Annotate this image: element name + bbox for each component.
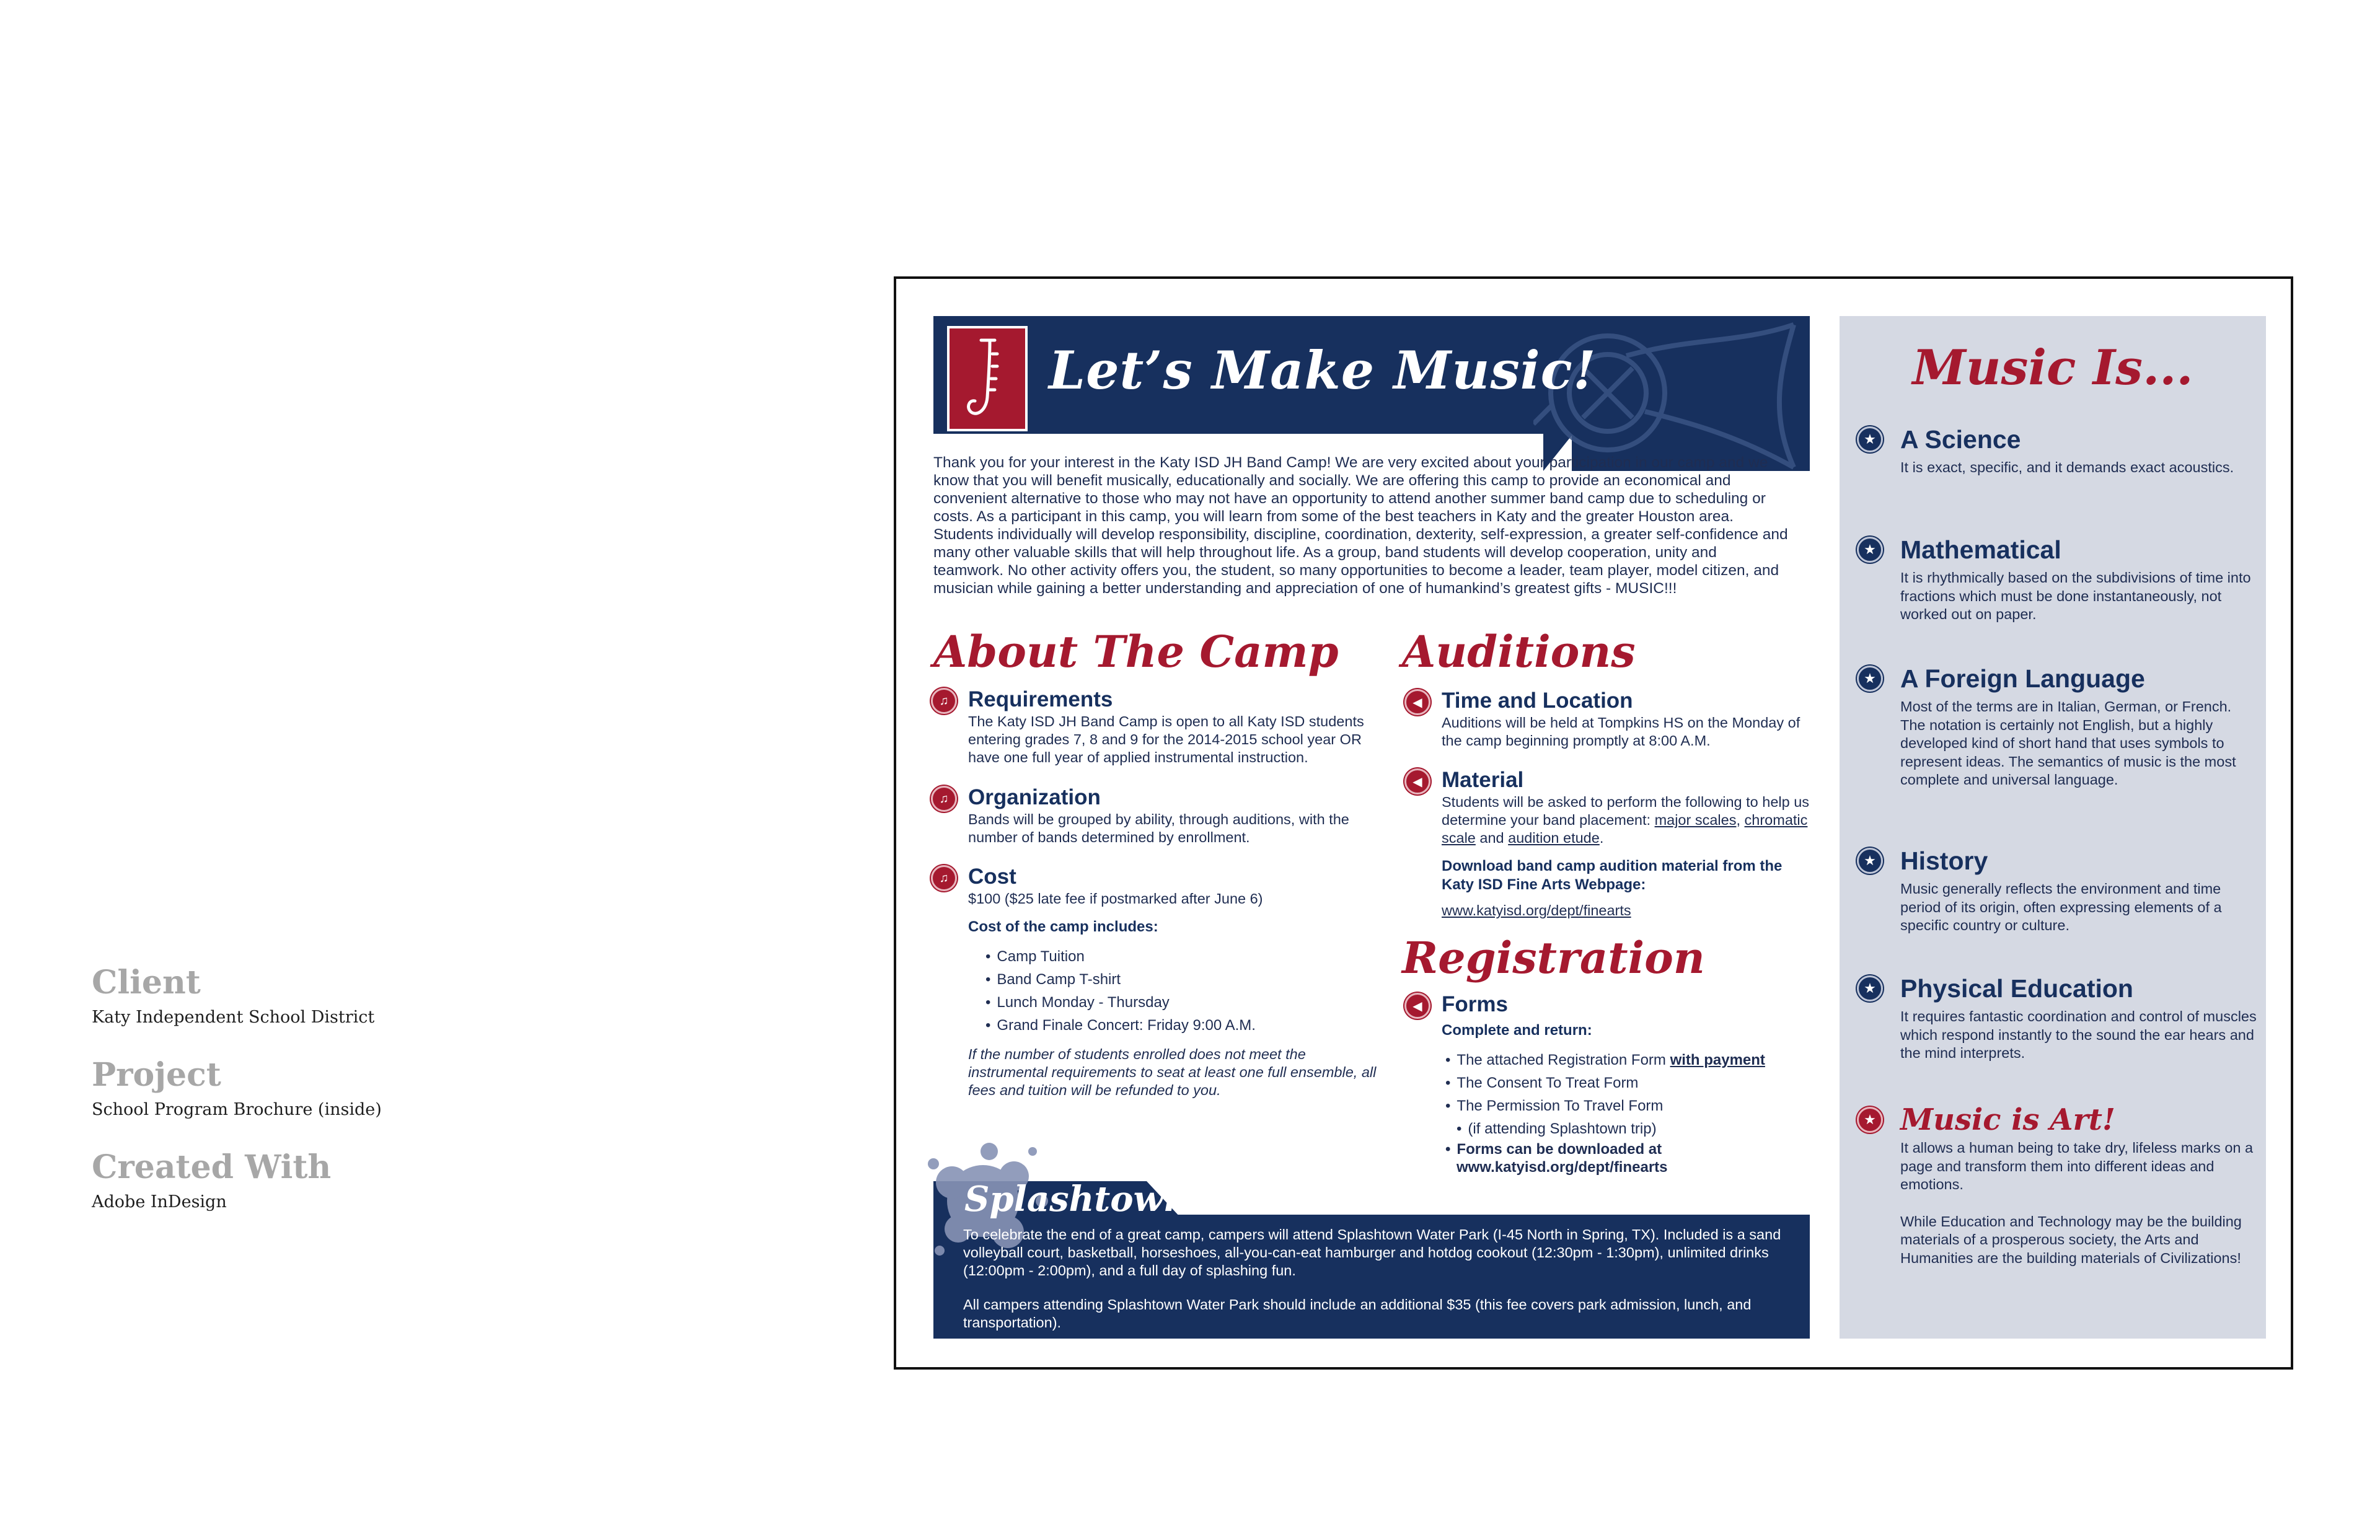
complete-return-label: Complete and return:: [1442, 1022, 1592, 1039]
sidebar-item-heading: History: [1900, 847, 1988, 875]
chromatic-scale-link[interactable]: chromatic scale: [1442, 812, 1808, 846]
star-icon: ★: [1857, 975, 1883, 1001]
sidebar-item-body: [1900, 1139, 2260, 1267]
list-item: • The Consent To Treat Form: [1445, 1071, 1814, 1094]
list-item-text: (if attending Splashtown trip): [1468, 1120, 1657, 1137]
sidebar-item-foreign-language: [1857, 663, 2254, 790]
organization-body: Bands will be grouped by ability, through auditions, with the number of bands determined by enrollment.: [968, 811, 1349, 845]
sidebar-paragraph: While Education and Technology may be the building materials of a prosperous society, the Arts and Humanities are the building materials of Civilizations!: [1900, 1213, 2242, 1266]
star-icon: ★: [1857, 666, 1883, 692]
material-text: Students will be asked to perform the following to help us determine your band placement:: [1442, 794, 1810, 828]
music-note-icon: ♫: [931, 865, 957, 891]
list-item-subnote: [1445, 1117, 1814, 1140]
organization-heading: Organization: [968, 785, 1101, 809]
project-label: Project: [92, 1056, 221, 1094]
auditions-heading: Auditions: [1402, 626, 1636, 677]
star-icon: ★: [1857, 848, 1883, 874]
audition-etude-link[interactable]: audition etude: [1508, 830, 1600, 846]
list-item-text: The attached Registration Form: [1457, 1052, 1670, 1068]
sidebar-item-body: Music generally reflects the environment and time period of its origin, often expressing elements of a specific country or culture.: [1900, 881, 2222, 933]
fine-arts-url-link[interactable]: www.katyisd.org/dept/finearts: [1442, 902, 1631, 918]
requirements-heading: Requirements: [968, 687, 1113, 711]
sidebar-item-heading: Music is Art!: [1900, 1102, 2115, 1137]
star-icon: ★: [1857, 426, 1883, 452]
forms-list: [1445, 1049, 1814, 1176]
created-with-value: Adobe InDesign: [92, 1192, 227, 1212]
major-scales-link[interactable]: major scales: [1654, 812, 1737, 828]
sidebar-item-heading: A Foreign Language: [1900, 664, 2145, 693]
speaker-icon: ◀: [1404, 768, 1430, 794]
sidebar-item-body: It is exact, specific, and it demands exact acoustics.: [1900, 459, 2234, 475]
brochure-page: [894, 276, 2293, 1370]
with-payment-text: with payment: [1670, 1052, 1765, 1068]
sidebar-paragraph: It allows a human being to take dry, lifeless marks on a page and transform them into different ideas and emotions.: [1900, 1140, 2254, 1192]
project-block: [92, 1056, 650, 1119]
portfolio-caption: [92, 964, 650, 1212]
separator: and: [1475, 830, 1509, 846]
intro-paragraph: Thank you for your interest in the Katy ISD JH Band Camp! We are very excited about your participation in our camp and we know that you will benefit musically, educationally and socially. We are offering this camp to provide an economical and convenient alternative to those who may not have an opportunity to attend another summer band camp due to scheduling or costs. As a participant in this camp, you will learn from some of the best teachers in Katy and the greater Houston area. Students individually will develop responsibility, discipline, coordination, dexterity, self-expression, a greater self-confidence and many other valuable skills that will help throughout life. As a group, band students will develop cooperation, unity and teamwork. No other activity offers you, the student, so many opportunities to become a leader, team player, model citizen, and musician while gaining a better understanding and appreciation of one of humankind’s greatest gifts - MUSIC!!!: [933, 454, 1788, 597]
download-note: Download band camp audition material from the Katy ISD Fine Arts Webpage:: [1442, 858, 1783, 893]
created-with-label: Created With: [92, 1148, 332, 1186]
list-item-text: Forms can be downloaded at: [1457, 1141, 1662, 1158]
forms-heading: Forms: [1442, 992, 1508, 1016]
splashtown-paragraph: All campers attending Splashtown Water Park should include an additional $35 (this fee covers park admission, lunch, and transportation).: [963, 1296, 1752, 1331]
material-heading: Material: [1442, 768, 1524, 792]
sidebar-title: Music Is...: [1912, 340, 2193, 396]
forms-url-link[interactable]: www.katyisd.org/dept/finearts: [1457, 1159, 1668, 1176]
client-label: Client: [92, 964, 201, 1001]
music-note-icon: ♫: [931, 688, 957, 714]
list-item: [1445, 1140, 1814, 1176]
saxophone-logo: [947, 326, 1028, 431]
requirements-item: [931, 687, 1377, 767]
created-with-block: [92, 1148, 650, 1212]
sidebar-item-history: [1857, 845, 2254, 935]
sidebar-item-body: It is rhythmically based on the subdivisions of time into fractions which must be done instantaneously, not worked out on paper.: [1900, 570, 2251, 622]
cost-body: $100 ($25 late fee if postmarked after June 6): [968, 891, 1263, 907]
sidebar-item-science: [1857, 424, 2254, 477]
cost-includes-list: [985, 945, 1377, 1037]
saxophone-icon: [963, 335, 1012, 422]
sidebar-item-body: Most of the terms are in Italian, German, or French. The notation is certainly not English, but a highly developed kind of short hand that uses symbols to represent ideas. The semantics of music is the most complete and universal language.: [1900, 698, 2236, 788]
sidebar-item-heading: Mathematical: [1900, 535, 2061, 564]
list-item: • Grand Finale Concert: Friday 9:00 A.M.: [985, 1014, 1377, 1037]
star-icon: ★: [1857, 537, 1883, 563]
list-item: • Lunch Monday - Thursday: [985, 991, 1377, 1014]
list-item: • Band Camp T-shirt: [985, 968, 1377, 991]
list-item: • The Permission To Travel Form: [1445, 1094, 1814, 1117]
header-title: Let’s Make Music!: [1049, 340, 1597, 401]
client-value: Katy Independent School District: [92, 1008, 375, 1027]
material-item: [1404, 767, 1814, 920]
music-note-icon: ♫: [931, 786, 957, 812]
sidebar-item-body: It requires fantastic coordination and control of muscles which respond instantly to the sound the ear hears and the mind interprets.: [1900, 1008, 2257, 1061]
refund-note: If the number of students enrolled does not meet the instrumental requirements to seat at least one full ensemble, all fees and tuition will be refunded to you.: [968, 1046, 1377, 1098]
project-value: School Program Brochure (inside): [92, 1100, 382, 1119]
material-body: [1442, 793, 1814, 847]
separator: .: [1599, 830, 1604, 846]
cost-heading: Cost: [968, 865, 1016, 889]
client-block: [92, 964, 650, 1027]
speaker-icon: ◀: [1404, 689, 1430, 715]
list-item: [1445, 1049, 1814, 1071]
splashtown-paragraph: To celebrate the end of a great camp, campers will attend Splashtown Water Park (I-45 North in Spring, TX). Included is a sand volleyball court, basketball, horseshoes, all-you-can-eat hamburger and hotdog cookout (12:30pm - 1:30pm), unlimited drinks (12:00pm - 2:00pm), and a full day of splashing fun.: [963, 1226, 1781, 1278]
list-item: • Camp Tuition: [985, 945, 1377, 968]
separator: ,: [1736, 812, 1745, 828]
sidebar-item-mathematical: [1857, 534, 2254, 624]
organization-item: [931, 785, 1377, 847]
forms-item: [1404, 992, 1814, 1176]
sidebar-item-heading: A Science: [1900, 425, 2021, 454]
cost-includes-label: Cost of the camp includes:: [968, 918, 1158, 935]
music-is-sidebar: [1840, 316, 2266, 1339]
speaker-icon: ◀: [1404, 993, 1430, 1019]
splashtown-body: [963, 1226, 1794, 1332]
sidebar-item-music-is-art: [1857, 1104, 2254, 1267]
time-location-item: [1404, 688, 1814, 750]
sidebar-item-heading: Physical Education: [1900, 974, 2133, 1003]
requirements-body: The Katy ISD JH Band Camp is open to all Katy ISD students entering grades 7, 8 and 9 for the 2014-2015 school year OR have one full year of applied instrumental instruction.: [968, 713, 1364, 765]
registration-heading: Registration: [1402, 932, 1705, 983]
sidebar-item-physical-education: [1857, 973, 2257, 1063]
about-camp-heading: About The Camp: [933, 626, 1339, 677]
time-location-body: Auditions will be held at Tompkins HS on the Monday of the camp beginning promptly at 8:00 A.M.: [1442, 715, 1800, 749]
time-location-heading: Time and Location: [1442, 689, 1633, 713]
splashtown-heading: Splashtown: [964, 1179, 1189, 1220]
cost-item: [931, 864, 1377, 1099]
star-icon: ★: [1857, 1107, 1883, 1133]
